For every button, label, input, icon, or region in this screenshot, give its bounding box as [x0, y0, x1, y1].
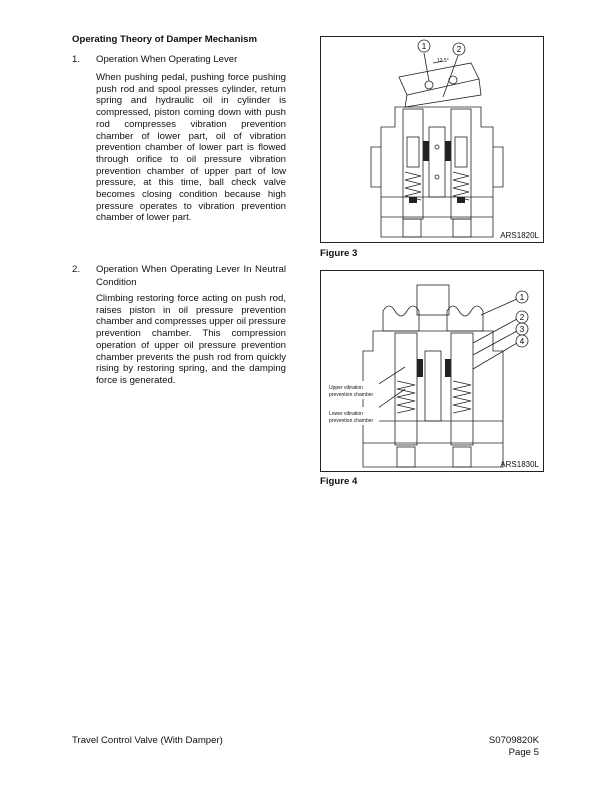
- figure-3-callout-1-label: 1: [421, 42, 427, 51]
- figure-4-callout-3-label: 3: [519, 325, 525, 334]
- figure-4-lower-chamber-label-line-2: prevention chamber: [329, 418, 374, 424]
- section-1-number: 1.: [72, 54, 81, 65]
- figure-4: [320, 270, 544, 472]
- figure-4-callout-1-label: 1: [519, 293, 525, 302]
- figure-4-caption: Figure 4: [320, 476, 358, 487]
- footer-right: [489, 735, 539, 759]
- figure-4-drawing: [321, 271, 543, 471]
- figure-3-code: ARS1820L: [500, 231, 539, 240]
- figure-3: [320, 36, 544, 243]
- section-2-number: 2.: [72, 264, 81, 275]
- footer-doc-code: S0709820K: [488, 735, 539, 746]
- figure-4-callout-2-label: 2: [519, 313, 525, 322]
- figure-3-caption: Figure 3: [320, 248, 358, 259]
- figure-4-lower-chamber-label-line-1: Lower vibration: [329, 411, 363, 417]
- figure-3-drawing: [321, 37, 543, 242]
- section-1-title: Operation When Operating Lever: [96, 54, 238, 65]
- figure-3-callout-2-label: 2: [456, 45, 462, 54]
- figure-4-code: ARS1830L: [500, 460, 539, 469]
- section-heading: Operating Theory of Damper Mechanism: [72, 34, 257, 45]
- section-2-body: Climbing restoring force acting on push rod, raises piston in oil pressure prevention chamber and compresses upper oil pressure prevention chamber. This compression operation of upper oil pressure prevention chamber prevents the push rod from quickly rising by restoring spring, and the damping force is generated.: [96, 293, 286, 386]
- figure-4-upper-chamber-label-line-2: prevention chamber: [329, 392, 374, 398]
- figure-3-angle-label: 12.5°: [437, 58, 449, 64]
- figure-4-callout-4-label: 4: [519, 337, 525, 346]
- figure-4-upper-chamber-label-line-1: Upper vibration: [329, 385, 363, 391]
- footer-page-number: Page 5: [508, 747, 539, 758]
- section-2-title: Operation When Operating Lever In Neutral Condition: [96, 264, 286, 288]
- section-1-body: When pushing pedal, pushing force pushing push rod and spool presses cylinder, return spring and hydraulic oil in cylinder is compressed, piston coming down with push rod compresses vibration prevention chamber of lower part, oil of vibration prevention chamber of lower part is flowed through orifice to oil pressure vibration prevention chamber of upper part of low pressure, at this time, ball check valve becomes closing condition because high pressure operates to vibration prevention chamber of lower part.: [96, 72, 286, 224]
- footer-title: Travel Control Valve (With Damper): [72, 735, 223, 746]
